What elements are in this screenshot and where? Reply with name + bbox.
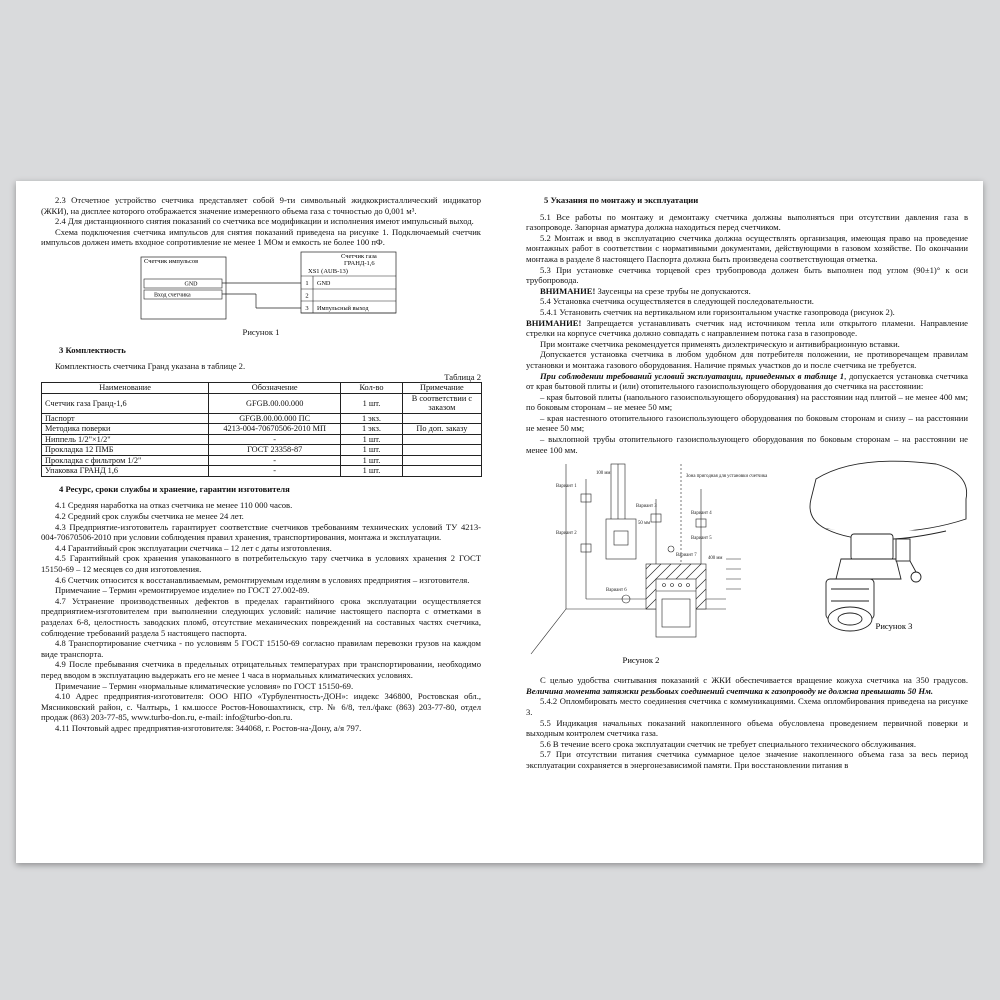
para-4-1: 4.1 Средняя наработка на отказ счетчика не менее 110 000 часов. [55,500,293,511]
para-5-3: 5.3 При установке счетчика торцевой срез трубопровода должен быть выполнен под углом (90±1)° к оси трубопровода. [526,264,968,286]
table-cell [402,455,481,466]
completeness-table [41,382,482,477]
table-cell: 1 экз. [341,413,403,424]
pulse-output-label: Импульсный выход [317,304,369,312]
table-cell: Счетчик газа Гранд-1,6 [42,393,209,413]
pin-2: 2 [305,292,309,300]
para-4-6: 4.6 Счетчик относится к восстанавливаемым, ремонтируемым изделиям в условиях предприятия – изготовителя. [55,574,470,585]
table-cell [402,413,481,424]
table-cell: 1 шт. [341,434,403,445]
attention-1 [526,286,968,297]
table-header: Наименование [42,383,209,394]
table-cell: 1 шт. [341,455,403,466]
attention-2-text: Запрещается устанавливать счетчик над источником тепла или открытого пламени. Направление стрелки на корпусе счетчика должно совпадать с направлением потока газа в газопроводе. [526,317,968,339]
attention-2 [526,318,968,339]
para-5-5: 5.5 Индикация начальных показаний накопленного объема обусловлена проведением первичной поверки и выходным контролем счетчика газа. [526,717,968,739]
figure-1-caption: Рисунок 1 [242,326,280,337]
list-item: – края бытовой плиты (напольного газоиспользующего оборудования) на расстоянии над плитой – не менее 400 мм; по боковым сторонам – не менее 50 мм; [526,391,968,413]
table-cell: GFGB.00.00.000 ПС [209,413,341,424]
figure-3-caption: Рисунок 3 [875,621,913,632]
ease-text: С целью удобства считывания показаний с ЖКИ обеспечивается вращение кожуха счетчика на 350 градусов. [540,675,968,686]
left-column [41,195,481,734]
label-variant-2: Вариант 2 [556,531,577,537]
table-cell: По доп. заказу [402,424,481,435]
table-cell: Методика поверки [42,424,209,435]
para-2-4: 2.4 Для дистанционного снятия показаний со счетчика все модификации и исполнения имеют импульсный выход. [55,216,474,227]
section-4-heading: 4 Ресурс, сроки службы и хранение, гарантии изготовителя [59,483,290,494]
attention-2-label: ВНИМАНИЕ! [526,317,582,328]
gnd-label-left: GND [184,281,198,288]
para-5-4: 5.4 Установка счетчика осуществляется в следующей последовательности. [540,296,814,307]
connector-label: XS1 (AUB-13) [308,267,348,275]
list-item: – выхлопной трубы отопительного газоиспользующего оборудования по боковым сторонам – на расстоянии не менее 100 мм. [526,434,968,455]
table-row [42,455,482,466]
table-header: Кол-во [341,383,403,394]
attention-1-text: Заусенцы на срезе трубы не допускаются. [595,285,751,296]
figures-2-3 [526,459,968,669]
gnd-label-right: GND [317,279,331,287]
gas-meter-title-1: Счетчик газа [341,252,377,260]
pulse-counter-title: Счетчик импульсов [144,257,199,265]
para-4-9: 4.9 После пребывания счетчика в предельных отрицательных температурах при транспортировании, необходимо перед вводом в эксплуатацию выдержать его не менее 1 часа в нормальных климатических условиях. [41,659,481,680]
label-variant-1: Вариант 1 [556,484,577,490]
para-5-4-1: 5.4.1 Установить счетчик на вертикальном или горизонтальном участке газопровода (рисунок 2). [540,306,895,317]
gas-meter-title-2: ГРАНД-1,6 [344,259,375,267]
para-2-3: 2.3 Отсчетное устройство счетчика представляет собой 9-ти символьный жидкокристаллический индикатор (ЖКИ), на дисплее которого отображается значение измеренного объема газа с точностью до 0,001 м³. [41,195,481,216]
table-cell: 1 шт. [341,393,403,413]
label-variant-7: Вариант 7 [676,553,697,559]
table-header: Обозначение [209,383,341,394]
table-cell [402,466,481,477]
table-cell [402,445,481,456]
table-cell: 4213-004-70670506-2010 МП [209,424,341,435]
table-cell: Упаковка ГРАНД 1,6 [42,466,209,477]
conditions-emphasis: При соблюдении требований условий эксплуатации, приведенных в таблице 1 [540,370,845,381]
para-4-7: 4.7 Устранение производственных дефектов в пределах гарантийного срока эксплуатации осуществляется предприятием-изготовителем при выполнении следующих условий: наличие настоящего паспорта с отметками в разделах 6-8, целостность заводских пломб, отсутствие механических повреждений на составных частях счетчика, соблюдение требований раздела 5 настоящего паспорта. [41,595,481,638]
list-item: – края настенного отопительного газоиспользующего оборудования по боковым сторонам и снизу – на расстоянии не менее 50 мм; [526,412,968,434]
para-5-7: 5.7 При отсутствии питания счетчика суммарное целое значение накопленного объема газа за весь период эксплуатации сохраняется в энергонезависимой памяти. При восстановлении питания в [526,749,968,770]
table-cell: 1 шт. [341,445,403,456]
para-4-8: 4.8 Транспортирование счетчика - по условиям 5 ГОСТ 15150-69 согласно правилам перевозки грузов на каждом виде транспорта. [41,638,481,659]
para-5-2: 5.2 Монтаж и ввод в эксплуатацию счетчика должна осуществлять организация, имеющая право на проведение монтажных работ в соответствии с нормативными документами, действующими в газовом хозяйстве. По окончании монтажа в разделе 8 настоящего Паспорта должна быть произведена соответствующая отметка. [526,232,968,264]
table-header: Примечание [402,383,481,394]
section-3-heading: 3 Комплектность [59,344,126,355]
table-row [42,424,482,435]
para-recommend: При монтаже счетчика рекомендуется применять диэлектрическую и антивибрационную вставки. [540,338,900,349]
para-conditions [526,371,968,392]
table-header-row [42,383,482,394]
table-row [42,413,482,424]
table-cell: Паспорт [42,413,209,424]
table-cell: Прокладка с фильтром 1/2" [42,455,209,466]
pin-1: 1 [305,279,309,287]
table-row [42,434,482,445]
para-4-2: 4.2 Средний срок службы счетчика не менее 24 лет. [55,511,244,522]
label-variant-4: Вариант 4 [691,511,712,517]
label-zone: Зона пригодная для установки счетчика [686,474,768,480]
figure-2-caption: Рисунок 2 [622,655,660,666]
conditions-text: , допускается установка счетчика от края бытовой плиты и (или) отопительного газоиспользующего оборудования до счетчика на расстоянии: [526,370,968,392]
para-5-6: 5.6 В течение всего срока эксплуатации счетчик не требует специального технического обслуживания. [540,738,916,749]
pin-3: 3 [305,304,309,312]
para-3: Комплектность счетчика Гранд указана в таблице 2. [55,361,246,372]
right-column [526,195,968,771]
table-cell: - [209,434,341,445]
input-label: Вход счетчика [154,292,191,299]
figure-1-wiring-diagram [41,251,481,323]
note-repair: Примечание – Термин «ремонтируемое изделие» по ГОСТ 27.002-89. [55,585,310,596]
label-distance-50: 50 мм [638,521,651,527]
table-cell: - [209,455,341,466]
table-cell: ГОСТ 23358-87 [209,445,341,456]
para-4-11: 4.11 Почтовый адрес предприятия-изготовителя: 344068, г. Ростов-на-Дону, а/я 797. [55,722,362,733]
table-cell: GFGB.00.00.000 [209,393,341,413]
table-row [42,466,482,477]
para-5-1: 5.1 Все работы по монтажу и демонтажу счетчика должны выполняться при отсутствии давления газа в газопроводе. Запорная арматура должна находиться перед счетчиком. [526,211,968,233]
para-4-4: 4.4 Гарантийный срок эксплуатации счетчика – 12 лет с даты изготовления. [55,542,332,553]
table-row [42,445,482,456]
attention-1-label: ВНИМАНИЕ! [540,285,596,296]
table-cell: 1 шт. [341,466,403,477]
document-sheet [16,181,983,863]
table-2-label: Таблица 2 [444,371,481,382]
label-variant-3: Вариант 3 [636,504,657,510]
ease-emphasis: Величина момента затяжки резьбовых соединений счетчика к газопроводу не должна превышать 50 Нм. [526,685,934,696]
para-4-10: 4.10 Адрес предприятия-изготовителя: ООО НПО «Турбулентность-ДОН»: индекс 346800, Ростовская обл., Мясниковский район, с. Чалтырь, 1 км.шоссе Ростов-Новошахтинск, стр. № 6/8, тел./факс (863) 203-77-80, отдел продаж (863) 203-77-85, www.turbo-don.ru, e-mail: info@turbo-don.ru. [41,691,481,723]
label-distance-400: 400 мм [708,556,723,562]
label-variant-5: Вариант 5 [691,536,712,542]
label-distance-100: 100 мм [596,471,611,477]
table-cell: - [209,466,341,477]
table-cell: 1 экз. [341,424,403,435]
para-4-3: 4.3 Предприятие-изготовитель гарантирует соответствие счетчиков требованиям технических условий ТУ 4213-004-70670506-2010 при условии соблюдения правил хранения, транспортирования, монтажа и эксплуатации. [41,521,481,543]
table-row [42,393,482,413]
para-5-4-2: 5.4.2 Опломбировать место соединения счетчика с коммуникациями. Схема опломбирования приведена на рисунке 3. [526,696,968,718]
section-5-heading: 5 Указания по монтажу и эксплуатации [544,195,699,205]
label-variant-6: Вариант 6 [606,588,627,594]
figure-3-sealing-diagram [810,461,967,631]
note-climate: Примечание – Термин «нормальные климатические условия» по ГОСТ 15150-69. [55,680,354,691]
para-scheme: Схема подключения счетчика импульсов для снятия показаний приведена на рисунке 1. Подключаемый счетчик импульсов должен иметь входное сопротивление не менее 1 МОм и емкость не более 100 пФ. [41,226,481,248]
table-cell: В соответствии с заказом [402,393,481,413]
para-allowed: Допускается установка счетчика в любом удобном для потребителя положении, не противоречащем правилам установки и монтажа газового оборудования. Наличие прямых участков до и после счетчика не требуется. [526,349,968,370]
table-cell: Ниппель 1/2"×1/2" [42,434,209,445]
table-cell: Прокладка 12 ПМБ [42,445,209,456]
para-ease [526,675,968,696]
para-4-5: 4.5 Гарантийный срок хранения упакованного в потребительскую тару счетчика в условиях хранения 2 ГОСТ 15150-69 – 12 месяцев со дня изготовления. [41,553,481,574]
table-cell [402,434,481,445]
